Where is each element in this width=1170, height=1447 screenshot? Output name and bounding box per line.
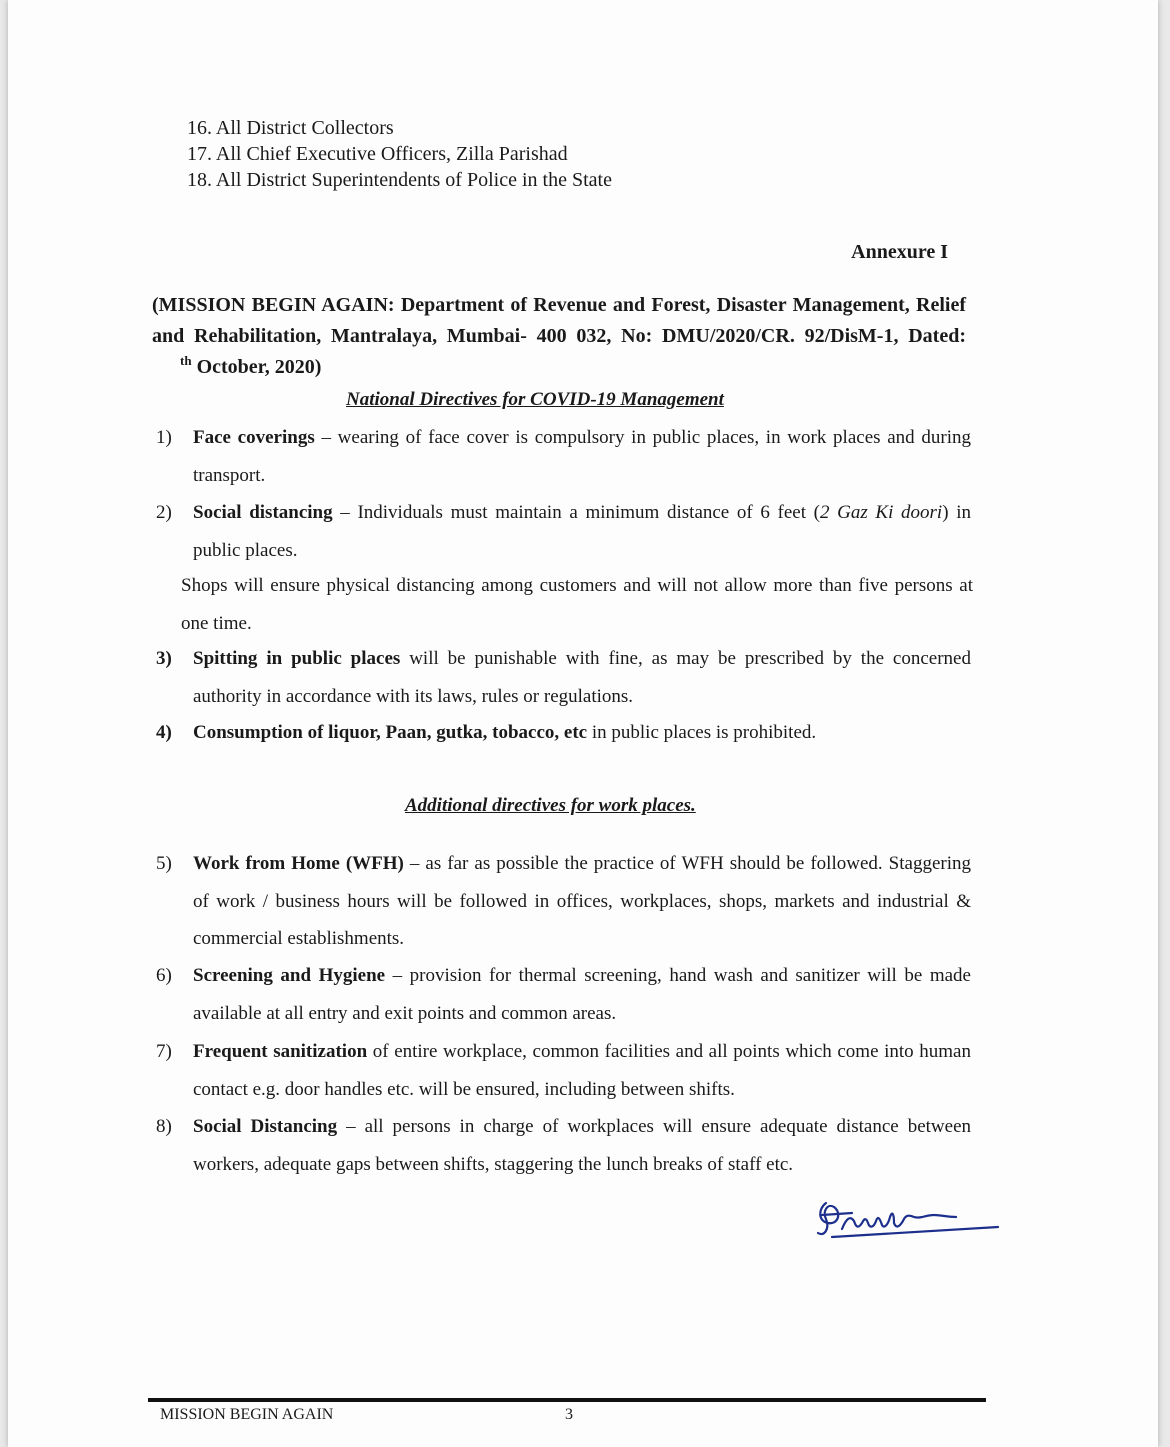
directive-item — [156, 957, 971, 1032]
item-text: of entire workplace, common facilities and all points which come into human contact e.g. door handles etc. will be ensured, including between shifts. — [193, 1041, 971, 1100]
list-item: 17. All Chief Executive Officers, Zilla Parishad — [187, 143, 568, 165]
item-number: 2) — [156, 502, 172, 523]
directive-item — [156, 494, 971, 569]
item-text: – wearing of face cover is compulsory in public places, in work places and during transport. — [193, 427, 971, 486]
item-text: – provision for thermal screening, hand wash and sanitizer will be made available at all entry and exit points and common areas. — [193, 965, 971, 1024]
page-number: 3 — [565, 1406, 573, 1423]
list-item: 18. All District Superintendents of Police in the State — [187, 169, 612, 191]
directive-item — [156, 419, 971, 494]
item-italic-text: 2 Gaz Ki doori — [820, 502, 943, 523]
directive-item — [156, 640, 971, 715]
item-text: will be punishable with fine, as may be prescribed by the concerned authority in accordance with its laws, rules or regulations. — [193, 648, 971, 707]
item-title: Work from Home (WFH) — [193, 853, 404, 874]
section-heading-national: National Directives for COVID-19 Management — [346, 389, 724, 410]
item-number: 4) — [156, 722, 172, 743]
item-title: Consumption of liquor, Paan, gutka, tobacco, etc — [193, 722, 588, 743]
document-page — [8, 0, 1158, 1447]
item-title: Spitting in public places — [193, 648, 401, 669]
item-title: Social Distancing — [193, 1116, 338, 1137]
mission-reference-date: October, 2020) — [196, 356, 322, 378]
signature-strokes — [818, 1203, 998, 1237]
item-text: – all persons in charge of workplaces will ensure adequate distance between workers, adequate gaps between shifts, staggering the lunch breaks of staff etc. — [193, 1116, 972, 1175]
item-title: Face coverings — [193, 427, 315, 448]
shops-paragraph: Shops will ensure physical distancing among customers and will not allow more than five persons at one time. — [181, 575, 973, 634]
date-superscript: th — [180, 353, 192, 368]
item-number: 3) — [156, 648, 172, 669]
item-title: Frequent sanitization — [193, 1041, 368, 1062]
item-text: – as far as possible the practice of WFH should be followed. Staggering of work / business hours will be followed in offices, workplaces, shops, markets and industrial & commercial establishments. — [193, 853, 971, 949]
footer-title: MISSION BEGIN AGAIN — [160, 1406, 334, 1423]
distribution-list — [187, 115, 612, 193]
signature-image — [808, 1185, 1008, 1255]
list-item: 16. All District Collectors — [187, 117, 394, 139]
item-number: 7) — [156, 1041, 172, 1062]
item-title: Social distancing — [193, 502, 333, 523]
directive-item — [156, 1033, 971, 1108]
item-text: in public places is prohibited. — [587, 722, 817, 743]
footer-rule — [148, 1398, 986, 1402]
section-heading-work-places: Additional directives for work places. — [405, 795, 696, 816]
directive-item — [156, 1108, 971, 1183]
item-number: 6) — [156, 965, 172, 986]
item-number: 1) — [156, 427, 172, 448]
directive-item — [156, 845, 971, 958]
item-title: Screening and Hygiene — [193, 965, 386, 986]
item-text: – Individuals must maintain a minimum distance of 6 feet ( — [332, 502, 820, 523]
item-number: 5) — [156, 853, 172, 874]
directive-item — [156, 714, 971, 752]
mission-reference — [152, 290, 966, 384]
item-text-tail: ) in public places. — [193, 502, 971, 561]
item-number: 8) — [156, 1116, 172, 1137]
annexure-title: Annexure I — [851, 241, 948, 263]
mission-reference-text: (MISSION BEGIN AGAIN: Department of Revenue and Forest, Disaster Management, Relief and Rehabilitation, Mantralaya, Mumbai- 400 032, No: DMU/2020/CR. 92/DisM-1, Dated: — [152, 294, 966, 347]
